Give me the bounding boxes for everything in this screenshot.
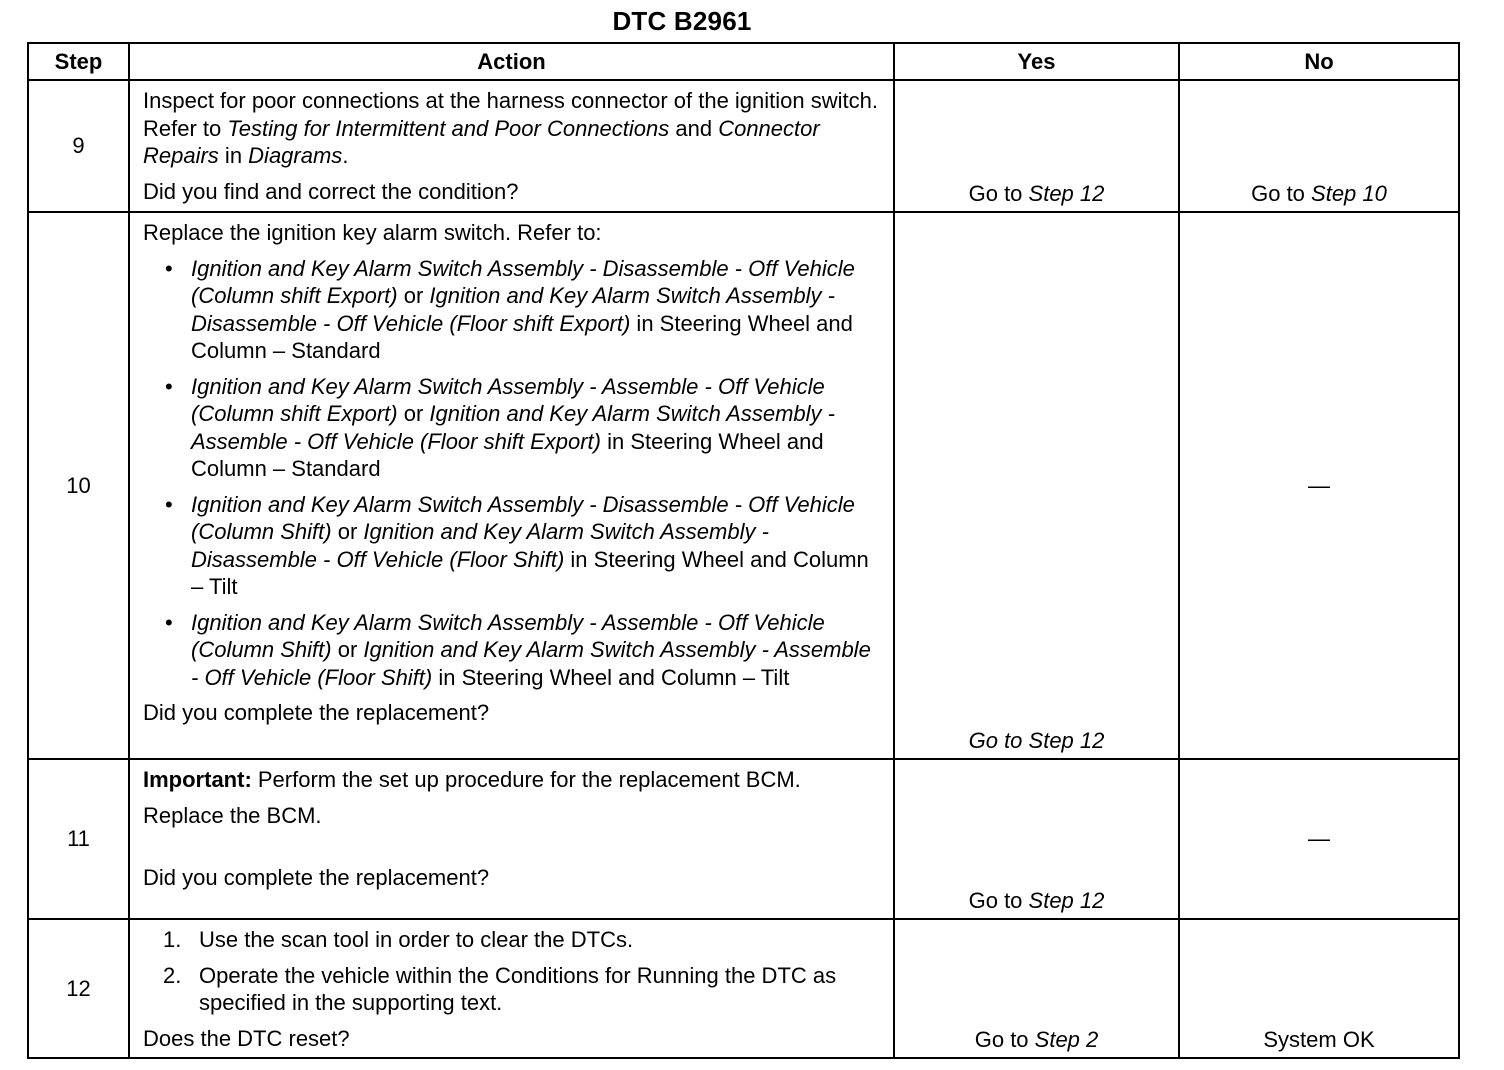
- table-row-step-9: [28, 80, 1459, 212]
- action-question: Does the DTC reset?: [143, 1025, 350, 1051]
- action-text: or: [331, 519, 364, 544]
- no-result: [1179, 80, 1459, 212]
- procedure-list: [143, 926, 883, 1017]
- goto-prefix: Go to: [968, 727, 1029, 753]
- action-text: in Steering Wheel and Column – Tilt: [191, 546, 869, 599]
- important-text: Perform the set up procedure for the replacement BCM.: [251, 767, 801, 792]
- goto-step-link: Step 12: [1028, 180, 1105, 206]
- column-header-step: Step: [28, 43, 129, 80]
- reference-link: Ignition and Key Alarm Switch Assembly - Disassemble - Off Vehicle (Floor shift Export): [191, 283, 835, 336]
- action-text: or: [397, 283, 430, 308]
- important-note: [143, 766, 883, 794]
- bullet-icon: •: [165, 609, 173, 635]
- table-row-step-11: [28, 759, 1459, 919]
- diagnostic-table: [27, 42, 1460, 1059]
- goto-prefix: Go to: [968, 180, 1029, 206]
- action-instruction: Replace the BCM.: [143, 802, 322, 828]
- reference-list-item: [143, 373, 883, 483]
- action-cell: [129, 919, 894, 1058]
- action-text: in Steering Wheel and Column – Tilt: [432, 664, 790, 690]
- yes-result: [894, 759, 1179, 919]
- column-header-yes: Yes: [894, 43, 1179, 80]
- bullet-icon: •: [165, 255, 173, 281]
- action-text: in: [218, 143, 249, 168]
- procedure-step: [143, 962, 883, 1017]
- reference-link: Ignition and Key Alarm Switch Assembly - Disassemble - Off Vehicle (Column Shift): [191, 491, 855, 544]
- action-question: Did you find and correct the condition?: [143, 178, 519, 204]
- action-text: in Steering Wheel and Column – Standard: [191, 428, 824, 481]
- action-text: .: [342, 143, 349, 168]
- table-row-step-12: [28, 919, 1459, 1058]
- spacer: [143, 837, 883, 864]
- goto-prefix: Go to: [1251, 180, 1312, 206]
- procedure-step-number: 2.: [163, 962, 182, 988]
- table-header-row: [28, 43, 1459, 80]
- reference-link: Testing for Intermittent and Poor Connections: [227, 115, 670, 141]
- reference-link: Ignition and Key Alarm Switch Assembly - Assemble - Off Vehicle (Column shift Export): [191, 373, 825, 426]
- action-text: or: [331, 637, 364, 662]
- action-cell: [129, 759, 894, 919]
- yes-result: [894, 80, 1179, 212]
- no-result-empty: —: [1179, 759, 1459, 919]
- reference-link: Ignition and Key Alarm Switch Assembly - Assemble - Off Vehicle (Column Shift): [191, 609, 825, 662]
- step-number: 10: [28, 212, 129, 759]
- bullet-icon: •: [165, 491, 173, 517]
- reference-list-item: [143, 609, 883, 692]
- reference-link: Connector Repairs: [143, 115, 820, 168]
- column-header-no: No: [1179, 43, 1459, 80]
- action-intro: Replace the ignition key alarm switch. Refer to:: [143, 220, 602, 245]
- action-cell: [129, 212, 894, 759]
- bullet-icon: •: [165, 373, 173, 399]
- reference-link: Ignition and Key Alarm Switch Assembly - Disassemble - Off Vehicle (Floor Shift): [191, 519, 769, 572]
- action-cell: [129, 80, 894, 212]
- reference-link: Ignition and Key Alarm Switch Assembly - Assemble - Off Vehicle (Floor Shift): [191, 637, 871, 690]
- procedure-step-text: Use the scan tool in order to clear the DTCs.: [199, 927, 634, 952]
- action-text: in Steering Wheel and Column – Standard: [191, 310, 853, 363]
- action-paragraph: [143, 87, 883, 170]
- action-text: or: [397, 401, 430, 426]
- reference-list-item: [143, 255, 883, 365]
- reference-list-item: [143, 491, 883, 601]
- action-question: Did you complete the replacement?: [143, 865, 490, 890]
- no-result-empty: —: [1179, 212, 1459, 759]
- reference-list: [143, 255, 883, 692]
- procedure-step-text: Operate the vehicle within the Conditions for Running the DTC as specified in the supporting text.: [199, 962, 837, 1015]
- step-number: 11: [28, 759, 129, 919]
- column-header-action: Action: [129, 43, 894, 80]
- step-number: 9: [28, 80, 129, 212]
- action-text: Inspect for poor connections at the harness connector of the ignition switch. Refer to: [143, 88, 878, 141]
- goto-step-link: Step 2: [1034, 1026, 1099, 1052]
- yes-result: [894, 919, 1179, 1058]
- yes-result: [894, 212, 1179, 759]
- procedure-step-number: 1.: [163, 927, 182, 952]
- goto-step-link: Step 12: [1028, 727, 1105, 753]
- reference-link: Ignition and Key Alarm Switch Assembly - Disassemble - Off Vehicle (Column shift Export): [191, 255, 855, 308]
- goto-prefix: Go to: [974, 1026, 1035, 1052]
- procedure-step: [143, 926, 883, 954]
- action-text: and: [669, 115, 719, 141]
- reference-link: Diagrams: [248, 143, 343, 168]
- action-question: Did you complete the replacement?: [143, 700, 490, 725]
- goto-step-link: Step 12: [1028, 887, 1105, 913]
- goto-prefix: Go to: [968, 887, 1029, 913]
- reference-link: Ignition and Key Alarm Switch Assembly - Assemble - Off Vehicle (Floor shift Export): [191, 401, 835, 454]
- page-title: DTC B2961: [612, 6, 752, 36]
- goto-step-link: Step 10: [1311, 180, 1387, 206]
- important-label: Important:: [143, 767, 252, 792]
- step-number: 12: [28, 919, 129, 1058]
- no-result: System OK: [1179, 919, 1459, 1058]
- table-row-step-10: [28, 212, 1459, 759]
